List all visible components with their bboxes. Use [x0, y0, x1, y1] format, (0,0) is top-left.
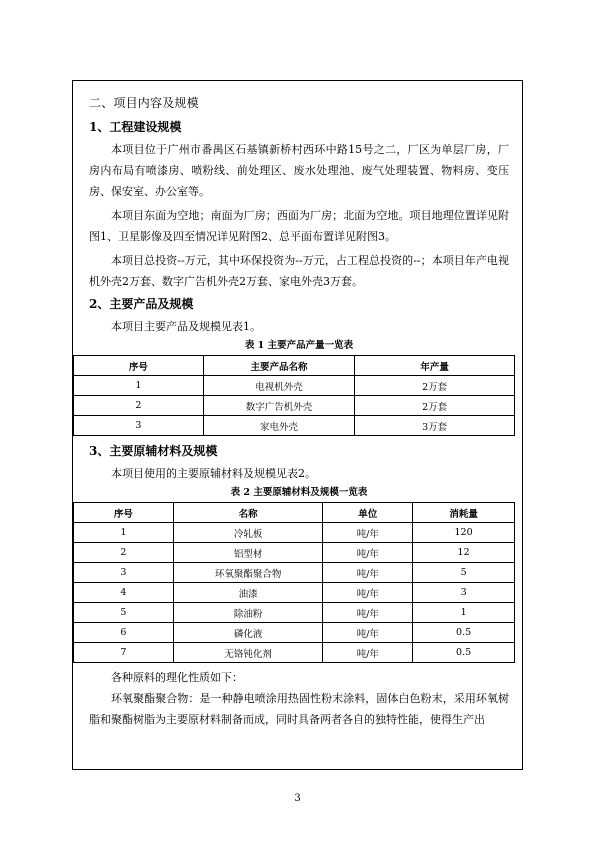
table-cell: 5	[74, 603, 174, 623]
table-row	[74, 603, 515, 623]
products-table	[73, 355, 515, 436]
section-heading: 二、项目内容及规模	[89, 96, 199, 110]
table-row	[74, 563, 515, 583]
table-cell: 冷轧板	[173, 523, 323, 543]
page-number: 3	[294, 793, 301, 804]
table-caption-products: 表 1 主要产品产量一览表	[244, 340, 354, 351]
table-row	[74, 623, 515, 643]
table-cell: 2	[74, 543, 174, 563]
paragraph-surroundings: 本项目东面为空地；南面为厂房；西面为厂房；北面为空地。项目地理位置详见附图1、卫星影像及四至情况详见附图2、总平面布置详见附图3。	[89, 209, 509, 243]
table-cell: 3	[74, 416, 204, 436]
table-row	[74, 523, 515, 543]
table-cell: 吨/年	[323, 523, 413, 543]
column-header: 序号	[74, 356, 204, 376]
column-header: 序号	[74, 503, 174, 523]
materials-table	[73, 502, 515, 663]
subsection-heading-products: 2、主要产品及规模	[89, 297, 194, 311]
paragraph-products-intro: 本项目主要产品及规模见表1。	[111, 320, 261, 333]
table-cell: 吨/年	[323, 603, 413, 623]
column-header: 主要产品名称	[203, 356, 355, 376]
table-caption-materials: 表 2 主要原辅材料及规模一览表	[230, 487, 368, 498]
table-cell: 无铬钝化剂	[173, 643, 323, 663]
table-row	[74, 376, 515, 396]
table-cell: 吨/年	[323, 643, 413, 663]
table-cell: 2	[74, 396, 204, 416]
paragraph-investment: 本项目总投资--万元，其中环保投资为--万元，占工程总投资的--；本项目年产电视机外壳2万套、数字广告机外壳2万套、家电外壳3万套。	[89, 254, 509, 288]
table-header-row	[74, 356, 515, 376]
table-cell: 吨/年	[323, 623, 413, 643]
table-cell: 6	[74, 623, 174, 643]
column-header: 年产量	[355, 356, 515, 376]
table-cell: 1	[74, 376, 204, 396]
table-cell: 1	[74, 523, 174, 543]
table-cell: 3	[74, 563, 174, 583]
table-cell: 吨/年	[323, 563, 413, 583]
column-header: 单位	[323, 503, 413, 523]
table-cell: 12	[413, 543, 515, 563]
paragraph-location: 本项目位于广州市番禺区石基镇新桥村西环中路15号之二，厂区为单层厂房，厂房内布局有喷漆房、喷粉线、前处理区、废水处理池、废气处理装置、物料房、变压房、保安室、办公室等。	[89, 143, 509, 198]
column-header: 名称	[173, 503, 323, 523]
form-frame	[72, 80, 523, 770]
table-cell: 1	[413, 603, 515, 623]
page-content	[89, 91, 509, 730]
table-cell: 油漆	[173, 583, 323, 603]
table-cell: 电视机外壳	[203, 376, 355, 396]
table-cell: 3	[413, 583, 515, 603]
table-header-row	[74, 503, 515, 523]
table-row	[74, 583, 515, 603]
table-cell: 7	[74, 643, 174, 663]
table-cell: 磷化液	[173, 623, 323, 643]
table-cell: 4	[74, 583, 174, 603]
table-cell: 5	[413, 563, 515, 583]
table-cell: 2万套	[355, 396, 515, 416]
table-cell: 环氧聚酯聚合物	[173, 563, 323, 583]
table-cell: 120	[413, 523, 515, 543]
table-cell: 2万套	[355, 376, 515, 396]
paragraph-epoxy-description: 环氧聚酯聚合物：是一种静电喷涂用热固性粉末涂料，固体白色粉末，采用环氧树脂和聚酯树脂为主要原材料制备而成，同时具备两者各自的独特性能，使得生产出	[89, 692, 509, 726]
paragraph-materials-intro: 本项目使用的主要原辅材料及规模见表2。	[111, 467, 316, 480]
table-cell: 数字广告机外壳	[203, 396, 355, 416]
table-row	[74, 543, 515, 563]
table-cell: 0.5	[413, 643, 515, 663]
table-cell: 家电外壳	[203, 416, 355, 436]
subsection-heading-materials: 3、主要原辅材料及规模	[89, 444, 218, 458]
table-row	[74, 416, 515, 436]
table-cell: 0.5	[413, 623, 515, 643]
table-cell: 吨/年	[323, 583, 413, 603]
column-header: 消耗量	[413, 503, 515, 523]
paragraph-properties-intro: 各种原料的理化性质如下：	[111, 671, 243, 684]
subsection-heading-construction: 1、工程建设规模	[89, 120, 182, 134]
table-row	[74, 396, 515, 416]
table-cell: 除油粉	[173, 603, 323, 623]
table-cell: 3万套	[355, 416, 515, 436]
table-row	[74, 643, 515, 663]
table-cell: 铝型材	[173, 543, 323, 563]
table-cell: 吨/年	[323, 543, 413, 563]
